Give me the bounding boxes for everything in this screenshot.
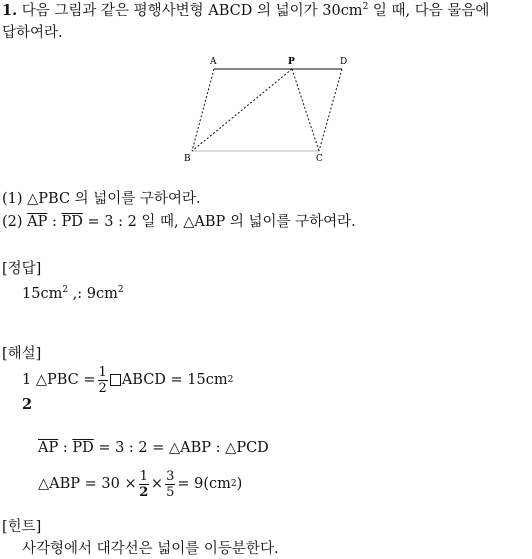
- question-1: (1) △PBC 의 넓이를 구하여라.: [2, 191, 201, 207]
- label-p: P: [288, 57, 295, 67]
- parallelogram-figure: [180, 52, 355, 167]
- explanation-line-2: 2: [22, 396, 33, 413]
- label-b: B: [184, 154, 191, 164]
- explanation-header: [해설]: [2, 346, 42, 362]
- explanation-calc: △ABP = 30 × $\frac{1}{2}$ × $\frac{3}{5}$ = 9(cm 2 ): [38, 468, 243, 500]
- explanation-ratio: $\overline{AP}$ : $\overline{PD} = 3$ : 2 = △ABP : △PCD: [38, 440, 269, 456]
- fraction-half: $\frac{1}{2}$: [98, 364, 107, 396]
- explanation-line-1: 1 △PBC = $\frac{1}{2}$ ABCD = 15cm 2: [22, 364, 234, 396]
- segment-pb: [192, 69, 292, 151]
- question-2: (2) $\overline{AP}$ : $\overline{PD} = 3$ : 2 일 때, △ABP 의 넓이를 구하여라.: [2, 214, 356, 230]
- side-ab: [192, 69, 214, 151]
- fraction-three-fifths: $\frac{3}{5}$: [166, 468, 175, 500]
- problem-number: 1.: [2, 2, 18, 19]
- parallelogram-symbol: [110, 374, 121, 386]
- fraction-one-half: $\frac{1}{2}$: [139, 468, 149, 500]
- label-a: A: [210, 57, 217, 67]
- hint-header: [힌트]: [2, 519, 42, 535]
- problem-line-2: 답하여라.: [2, 25, 63, 41]
- hint-text: 사각형에서 대각선은 넓이를 이등분한다.: [22, 541, 279, 557]
- side-dc: [319, 69, 342, 151]
- segment-ap: $\overline{AP}$: [27, 214, 48, 230]
- label-c: C: [316, 154, 323, 164]
- problem-line-1: 1. 다음 그림과 같은 평행사변형 ABCD 의 넓이가 $30cm^2$ 일 때, 다음 물음에: [2, 2, 490, 19]
- segment-pd: $\overline{PD}$: [61, 214, 83, 230]
- answer-header: [정답]: [2, 261, 42, 277]
- label-d: D: [340, 57, 348, 67]
- answer-values: $15cm^2$ ,: $9cm^2$: [22, 285, 124, 302]
- segment-pc: [292, 69, 319, 151]
